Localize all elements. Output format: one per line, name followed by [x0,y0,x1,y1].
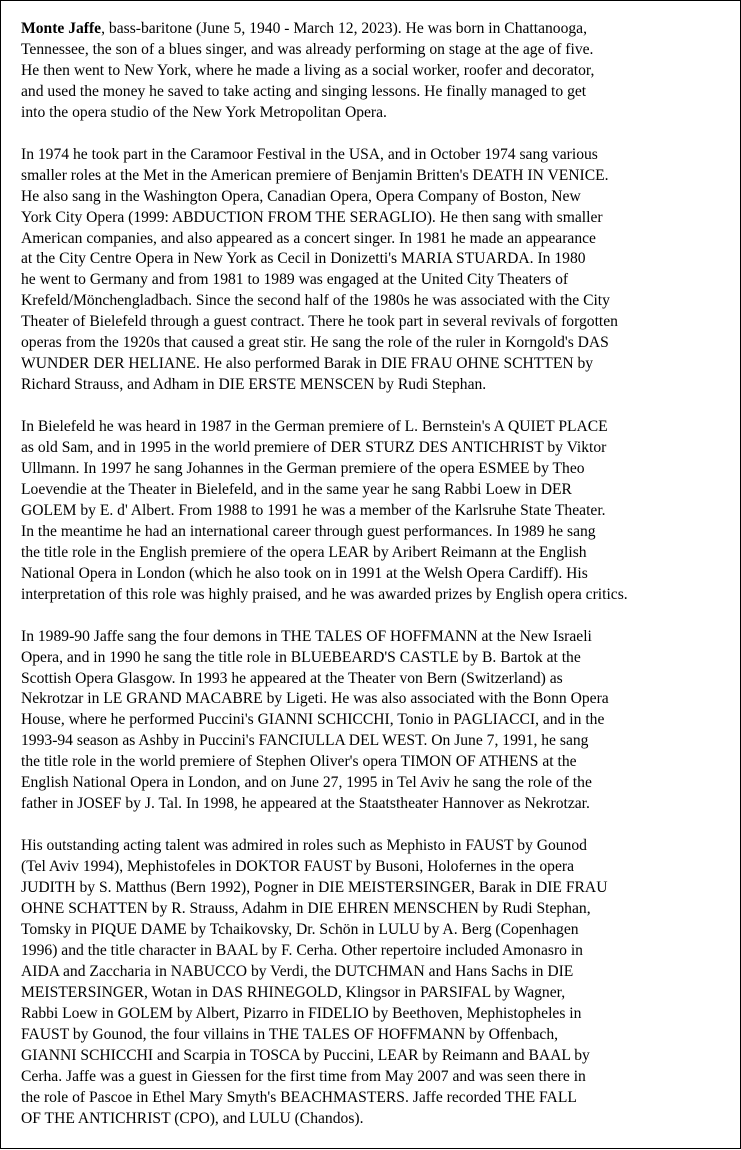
text-line: father in JOSEF by J. Tal. In 1998, he appeared at the Staatstheater Hannover as Nekrotzar. [21,795,590,813]
text-line: 1996) and the title character in BAAL by F. Cerha. Other repertoire included Amonasro in [21,941,583,959]
text-line: In 1989-90 Jaffe sang the four demons in THE TALES OF HOFFMANN at the New Israeli [21,627,592,645]
paragraph-3 [21,417,723,606]
text-line: His outstanding acting talent was admired in roles such as Mephisto in FAUST by Gounod [21,837,587,855]
text-line: MEISTERSINGER, Wotan in DAS RHINEGOLD, Klingsor in PARSIFAL by Wagner, [21,983,566,1001]
paragraph-2 [21,145,723,396]
text-line: Nekrotzar in LE GRAND MACABRE by Ligeti. He was also associated with the Bonn Opera [21,690,609,708]
text-line: GIANNI SCHICCHI and Scarpia in TOSCA by Puccini, LEAR by Reimann and BAAL by [21,1046,590,1064]
text-line: In Bielefeld he was heard in 1987 in the German premiere of L. Bernstein's A QUIET PLACE [21,418,608,436]
text-line: GOLEM by E. d' Albert. From 1988 to 1991 he was a member of the Karlsruhe State Theater. [21,501,606,519]
text-line: JUDITH by S. Matthus (Bern 1992), Pogner in DIE MEISTERSINGER, Barak in DIE FRAU [21,879,608,897]
paragraph-5 [21,836,723,1129]
text-line: Krefeld/Mönchengladbach. Since the second half of the 1980s he was associated with the City [21,292,610,310]
text-line: York City Opera (1999: ABDUCTION FROM THE SERAGLIO). He then sang with smaller [21,208,603,226]
text-line: Cerha. Jaffe was a guest in Giessen for the first time from May 2007 and was seen there in [21,1067,586,1085]
text-line: American companies, and also appeared as a concert singer. In 1981 he made an appearance [21,229,596,247]
text-line: interpretation of this role was highly praised, and he was awarded prizes by English opera critics. [21,585,628,603]
text-line: smaller roles at the Met in the American premiere of Benjamin Britten's DEATH IN VENICE. [21,166,609,184]
text-line: OF THE ANTICHRIST (CPO), and LULU (Chandos). [21,1109,364,1127]
text-line: In the meantime he had an international career through guest performances. In 1989 he sang [21,522,596,540]
biography-text [21,19,723,1150]
text-line: the role of Pascoe in Ethel Mary Smyth's BEACHMASTERS. Jaffe recorded THE FALL [21,1088,577,1106]
text-line: 1993-94 season as Ashby in Puccini's FANCIULLA DEL WEST. On June 7, 1991, he sang [21,732,589,750]
text-line: Theater of Bielefeld through a guest contract. There he took part in several revivals of forgotten [21,313,618,331]
text-line: AIDA and Zaccharia in NABUCCO by Verdi, the DUTCHMAN and Hans Sachs in DIE [21,962,574,980]
text-line: FAUST by Gounod, the four villains in THE TALES OF HOFFMANN by Offenbach, [21,1025,559,1043]
text-line: English National Opera in London, and on June 27, 1995 in Tel Aviv he sang the role of the [21,774,592,792]
text-line: Tennessee, the son of a blues singer, and was already performing on stage at the age of five. [21,40,594,58]
text-line: into the opera studio of the New York Metropolitan Opera. [21,103,387,121]
text-line: Richard Strauss, and Adham in DIE ERSTE MENSCEN by Rudi Stephan. [21,376,487,394]
text-line: Loevendie at the Theater in Bielefeld, and in the same year he sang Rabbi Loew in DER [21,480,572,498]
text-line: the title role in the English premiere of the opera LEAR by Aribert Reimann at the English [21,543,587,561]
text-line: He then went to New York, where he made a living as a social worker, roofer and decorator, [21,61,595,79]
text-line: as old Sam, and in 1995 in the world premiere of DER STURZ DES ANTICHRIST by Viktor [21,439,607,457]
text-line: (Tel Aviv 1994), Mephistofeles in DOKTOR FAUST by Busoni, Holofernes in the opera [21,858,575,876]
text-line: WUNDER DER HELIANE. He also performed Barak in DIE FRAU OHNE SCHTTEN by [21,355,594,373]
text-line: OHNE SCHATTEN by R. Strauss, Adahm in DIE EHREN MENSCHEN by Rudi Stephan, [21,899,591,917]
text-line: the title role in the world premiere of Stephen Oliver's opera TIMON OF ATHENS at the [21,753,577,771]
text-line: National Opera in London (which he also took on in 1991 at the Welsh Opera Cardiff). His [21,564,588,582]
person-name: Monte Jaffe [21,20,102,37]
text-line: Scottish Opera Glasgow. In 1993 he appeared at the Theater von Bern (Switzerland) as [21,669,563,687]
text-line: In 1974 he took part in the Caramoor Festival in the USA, and in October 1974 sang various [21,145,598,163]
text-line: Ullmann. In 1997 he sang Johannes in the German premiere of the opera ESMEE by Theo [21,459,585,477]
text-line: He also sang in the Washington Opera, Canadian Opera, Opera Company of Boston, New [21,187,581,205]
text-line: Tomsky in PIQUE DAME by Tchaikovsky, Dr. Schön in LULU by A. Berg (Copenhagen [21,920,579,938]
paragraph-1 [21,19,723,124]
text-line: and used the money he saved to take acting and singing lessons. He finally managed to get [21,82,587,100]
text-line: Rabbi Loew in GOLEM by Albert, Pizarro in FIDELIO by Beethoven, Mephistopheles in [21,1004,582,1022]
text-line: operas from the 1920s that caused a great stir. He sang the role of the ruler in Korngold's DAS [21,334,609,352]
text-line: he went to Germany and from 1981 to 1989 was engaged at the United City Theaters of [21,271,569,289]
text-line: Opera, and in 1990 he sang the title role in BLUEBEARD'S CASTLE by B. Bartok at the [21,648,581,666]
text-line: at the City Centre Opera in New York as Cecil in Donizetti's MARIA STUARDA. In 1980 [21,250,586,268]
text-line: House, where he performed Puccini's GIANNI SCHICCHI, Tonio in PAGLIACCI, and in the [21,711,605,729]
text-line: Monte Jaffe, bass-baritone (June 5, 1940 - March 12, 2023). He was born in Chattanooga, [21,20,588,37]
paragraph-4 [21,627,723,816]
